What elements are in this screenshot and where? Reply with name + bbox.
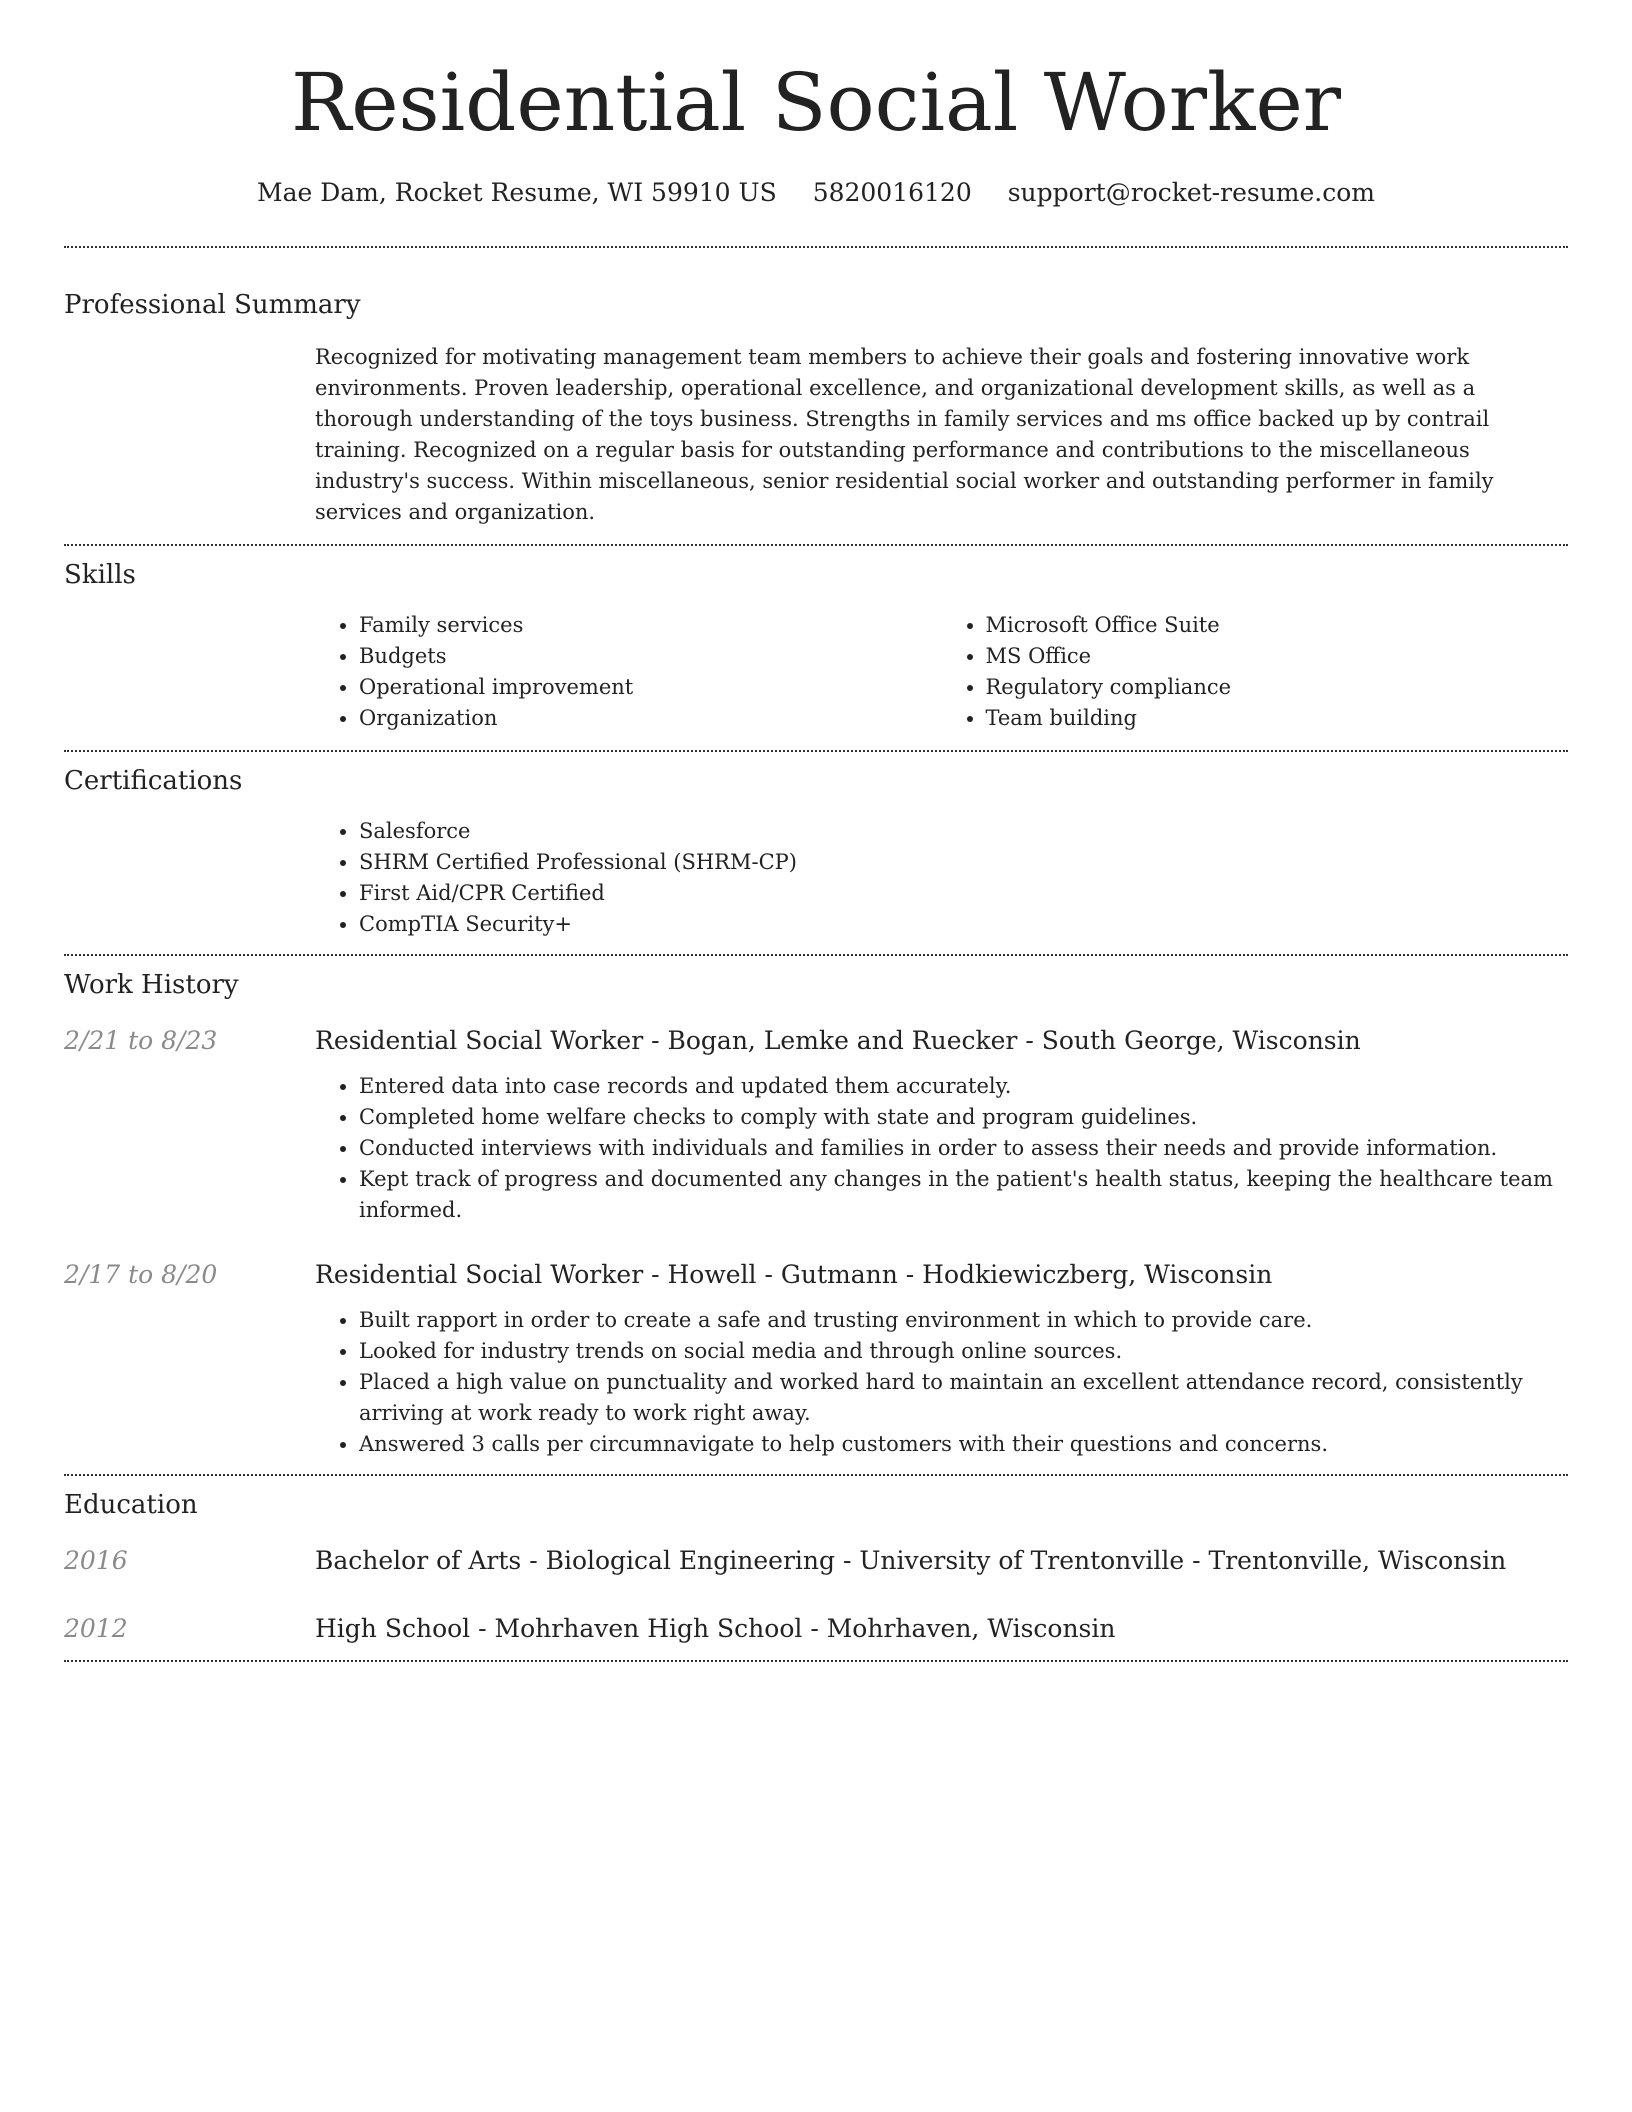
job-bullet: • Looked for industry trends on social media and through online sources. — [359, 1336, 1568, 1367]
skills-list-left — [315, 610, 942, 734]
skills-list-right — [942, 610, 1569, 734]
resume-page — [64, 0, 1568, 1662]
resume-title: Residential Social Worker — [290, 56, 1342, 149]
education-title: Bachelor of Arts - Biological Engineering - University of Trentonville - Trentonville, Wisconsin — [315, 1546, 1507, 1575]
job-bullet: • Built rapport in order to create a safe and trusting environment in which to provide care. — [359, 1305, 1568, 1336]
contact-line — [64, 176, 1568, 210]
certification-item: • SHRM Certified Professional (SHRM-CP) — [359, 847, 1568, 878]
education-year: 2012 — [64, 1614, 128, 1643]
skill-item: • Budgets — [359, 641, 942, 672]
job-entry — [64, 1258, 1568, 1460]
job-dates: 2/21 to 8/23 — [64, 1026, 218, 1055]
education-year: 2016 — [64, 1546, 128, 1575]
skill-item: • Team building — [986, 703, 1569, 734]
job-bullet: • Entered data into case records and updated them accurately. — [359, 1071, 1568, 1102]
job-bullet: • Completed home welfare checks to comply with state and program guidelines. — [359, 1102, 1568, 1133]
divider — [64, 1660, 1568, 1662]
education-entry — [64, 1544, 1568, 1578]
education-section — [64, 1476, 1568, 1660]
skill-item: • Regulatory compliance — [986, 672, 1569, 703]
contact-email[interactable]: support@rocket-resume.com — [1007, 178, 1376, 207]
job-bullet: • Answered 3 calls per circumnavigate to help customers with their questions and concerns. — [359, 1429, 1568, 1460]
job-bullet: • Conducted interviews with individuals and families in order to assess their needs and provide information. — [359, 1133, 1568, 1164]
skills-section — [64, 546, 1568, 750]
summary-text: Recognized for motivating management team members to achieve their goals and fostering innovative work environments. Proven leadership, operational excellence, and organizational development skills, as well as a thorough understanding of the toys business. Strengths in family services and ms office backed up by contrail training. Recognized on a regular basis for outstanding performance and contributions to the miscellaneous industry's success. Within miscellaneous, senior residential social worker and outstanding performer in family services and organization. — [315, 345, 1494, 524]
job-bullets — [315, 1305, 1568, 1460]
summary-section — [64, 248, 1568, 544]
education-title: High School - Mohrhaven High School - Mohrhaven, Wisconsin — [315, 1614, 1116, 1643]
section-heading-certifications: Certifications — [64, 766, 243, 796]
work-history-section — [64, 956, 1568, 1474]
job-title: Residential Social Worker - Bogan, Lemke and Ruecker - South George, Wisconsin — [315, 1026, 1361, 1055]
certifications-section — [64, 752, 1568, 954]
certification-item: • CompTIA Security+ — [359, 909, 1568, 940]
certifications-list — [315, 816, 1568, 940]
section-heading-skills: Skills — [64, 560, 136, 590]
job-title: Residential Social Worker - Howell - Gutmann - Hodkiewiczberg, Wisconsin — [315, 1260, 1273, 1289]
certification-item: • Salesforce — [359, 816, 1568, 847]
section-heading-work-history: Work History — [64, 970, 239, 1000]
skill-item: • Microsoft Office Suite — [986, 610, 1569, 641]
skill-item: • MS Office — [986, 641, 1569, 672]
job-entry — [64, 1024, 1568, 1226]
job-bullets — [315, 1071, 1568, 1226]
education-entry — [64, 1612, 1568, 1646]
skill-item: • Operational improvement — [359, 672, 942, 703]
section-heading-summary: Professional Summary — [64, 290, 361, 320]
section-heading-education: Education — [64, 1490, 198, 1520]
skill-item: • Family services — [359, 610, 942, 641]
certification-item: • First Aid/CPR Certified — [359, 878, 1568, 909]
job-bullet: • Placed a high value on punctuality and worked hard to maintain an excellent attendance record, consistently arriving at work ready to work right away. — [359, 1367, 1568, 1429]
skill-item: • Organization — [359, 703, 942, 734]
contact-phone: 5820016120 — [812, 178, 972, 207]
job-bullet: • Kept track of progress and documented any changes in the patient's health status, keeping the healthcare team informed. — [359, 1164, 1568, 1226]
job-dates: 2/17 to 8/20 — [64, 1260, 218, 1289]
contact-address: Mae Dam, Rocket Resume, WI 59910 US — [256, 178, 777, 207]
